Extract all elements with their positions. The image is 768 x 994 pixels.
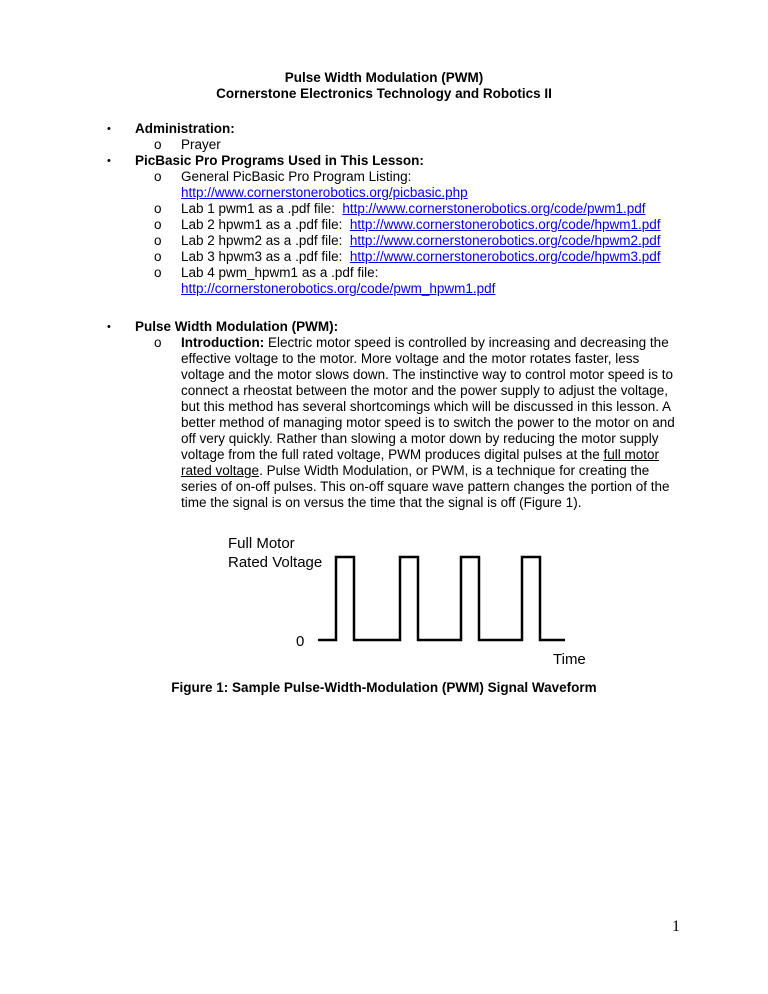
intro-label: Introduction: (181, 335, 265, 350)
label-time: Time (553, 651, 586, 668)
intro-text-part1: Electric motor speed is controlled by increasing and decreasing the effective voltage to the motor. More voltage and the motor rotates faster, less voltage and the motor slows down. The instinctive way to control motor speed is to connect a rheostat between the motor and the power supply to adjust the voltage, but this method has several shortcomings which will be discussed in this lesson. A better method of managing motor speed is to switch the power to the motor on and off very quickly. Rather than slowing a motor down by reducing the motor supply voltage from the full rated voltage, PWM produces digital pulses at the (181, 335, 675, 462)
lab2a-label: Lab 2 hpwm1 as a .pdf file: (181, 217, 343, 232)
sub-bullet-icon: o (154, 335, 162, 350)
lab2b-label: Lab 2 hpwm2 as a .pdf file: (181, 233, 343, 248)
label-rated-voltage: Rated Voltage (228, 554, 323, 571)
sub-bullet-icon: o (154, 201, 162, 216)
lab3-label: Lab 3 hpwm3 as a .pdf file: (181, 249, 343, 264)
page-title-line1: Pulse Width Modulation (PWM) (284, 70, 484, 85)
prayer-text: Prayer (181, 137, 221, 152)
bullet-icon: • (107, 155, 111, 167)
sub-bullet-icon: o (154, 217, 162, 232)
lab3-link[interactable]: http://www.cornerstonerobotics.org/code/hpwm3.pdf (349, 249, 661, 264)
intro-paragraph (181, 335, 681, 511)
pwm-waveform-figure (210, 530, 610, 680)
intro-text-part2: . Pulse Width Modulation, or PWM, is a technique for creating the series of on-off pulses. This on-off square wave pattern changes the portion of the time the signal is on versus the time that the signal is off (Figure 1). (181, 463, 670, 510)
bullet-icon: • (107, 321, 111, 333)
lab4-link[interactable]: http://cornerstonerobotics.org/code/pwm_hpwm1.pdf (181, 281, 496, 296)
sub-bullet-icon: o (154, 169, 162, 184)
general-label: General PicBasic Pro Program Listing: (181, 169, 412, 184)
sub-bullet-icon: o (154, 233, 162, 248)
lab1-label: Lab 1 pwm1 as a .pdf file: (181, 201, 335, 216)
intro-underlined-text: full motor rated voltage (181, 447, 659, 478)
lab4-label: Lab 4 pwm_hpwm1 as a .pdf file: (181, 265, 379, 280)
administration-heading: Administration: (135, 121, 235, 136)
page-title-line2: Cornerstone Electronics Technology and Robotics II (216, 86, 552, 101)
label-full-motor: Full Motor (228, 535, 295, 552)
figure-caption: Figure 1: Sample Pulse-Width-Modulation (PWM) Signal Waveform (171, 680, 597, 695)
page-number: 1 (672, 918, 680, 935)
pwm-waveform-line (318, 557, 565, 640)
pwm-heading: Pulse Width Modulation (PWM): (135, 319, 339, 334)
lab2b-link[interactable]: http://www.cornerstonerobotics.org/code/hpwm2.pdf (349, 233, 661, 248)
lab2a-link[interactable]: http://www.cornerstonerobotics.org/code/hpwm1.pdf (349, 217, 661, 232)
sub-bullet-icon: o (154, 249, 162, 264)
label-zero: 0 (296, 633, 305, 650)
lab1-link[interactable]: http://www.cornerstonerobotics.org/code/pwm1.pdf (342, 201, 646, 216)
general-link[interactable]: http://www.cornerstonerobotics.org/picbasic.php (181, 185, 468, 200)
bullet-icon: • (107, 123, 111, 135)
programs-heading: PicBasic Pro Programs Used in This Lesson: (135, 153, 424, 168)
sub-bullet-icon: o (154, 137, 162, 152)
sub-bullet-icon: o (154, 265, 162, 280)
